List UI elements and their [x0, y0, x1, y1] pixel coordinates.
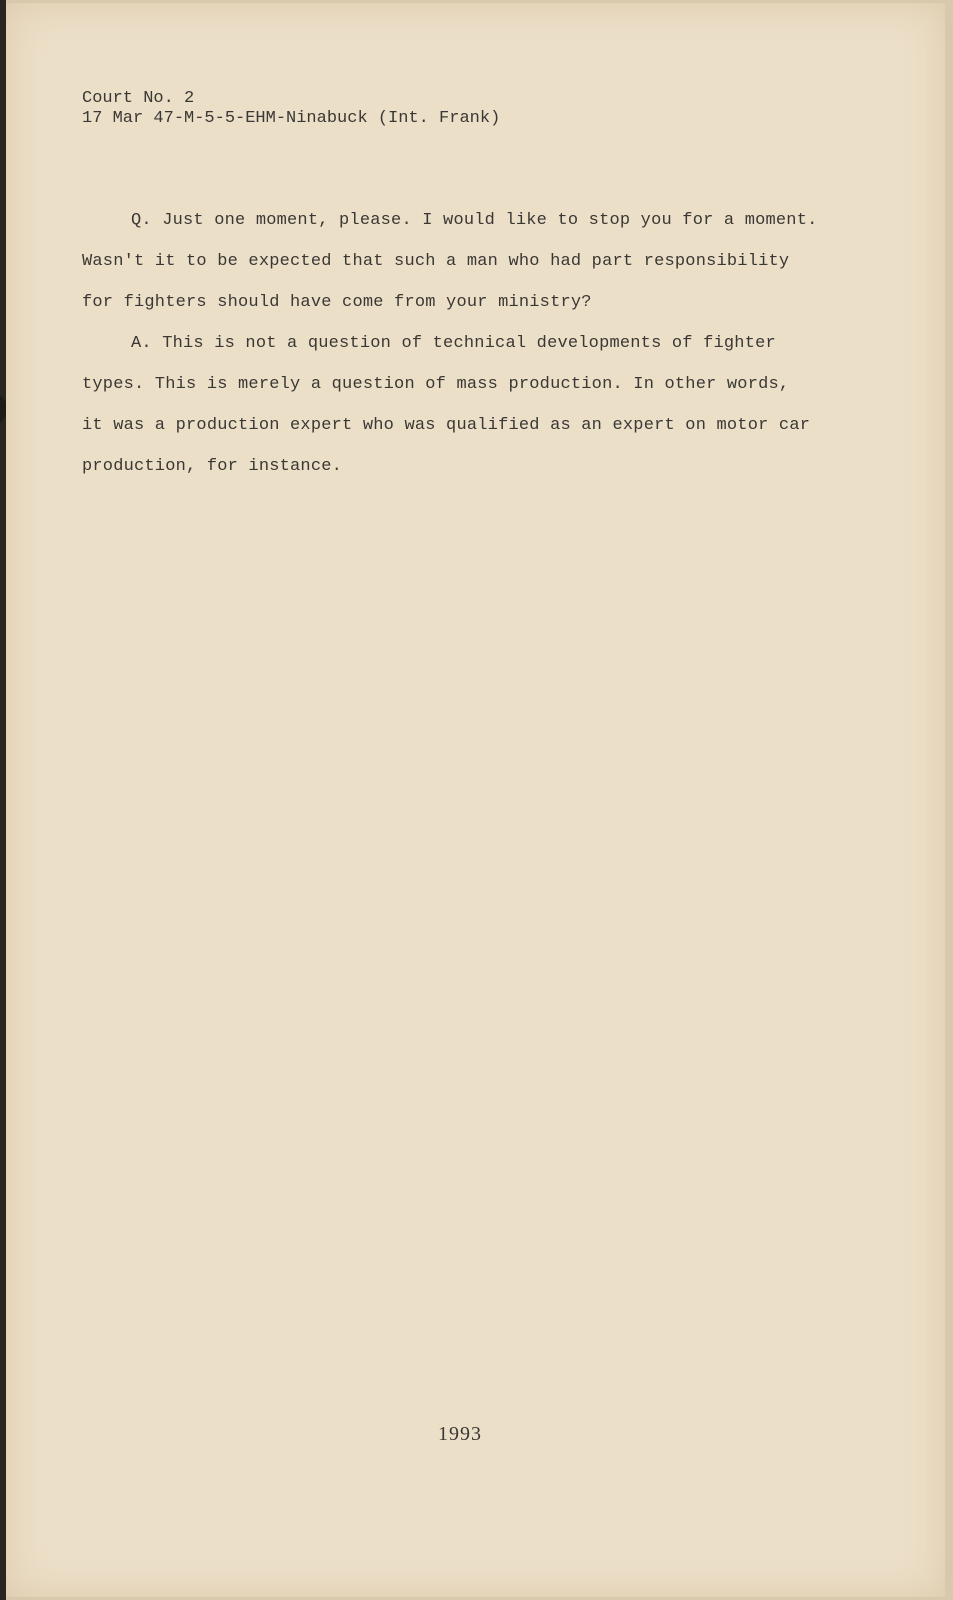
- page-number: 1993: [438, 1423, 482, 1445]
- court-number: Court No. 2: [82, 89, 195, 108]
- answer-line: A. This is not a question of technical developments of fighter: [131, 334, 776, 353]
- answer-line: production, for instance.: [82, 457, 343, 476]
- answer-line: it was a production expert who was qualified as an expert on motor car: [82, 416, 811, 435]
- answer-line: types. This is merely a question of mass production. In other words,: [82, 375, 790, 394]
- session-reference: 17 Mar 47-M-5-5-EHM-Ninabuck (Int. Frank): [82, 109, 501, 128]
- question-line: Q. Just one moment, please. I would like to stop you for a moment.: [131, 211, 818, 230]
- question-line: for fighters should have come from your ministry?: [82, 293, 592, 312]
- transcript-page: [6, 3, 945, 1597]
- question-line: Wasn't it to be expected that such a man who had part responsibility: [82, 252, 790, 271]
